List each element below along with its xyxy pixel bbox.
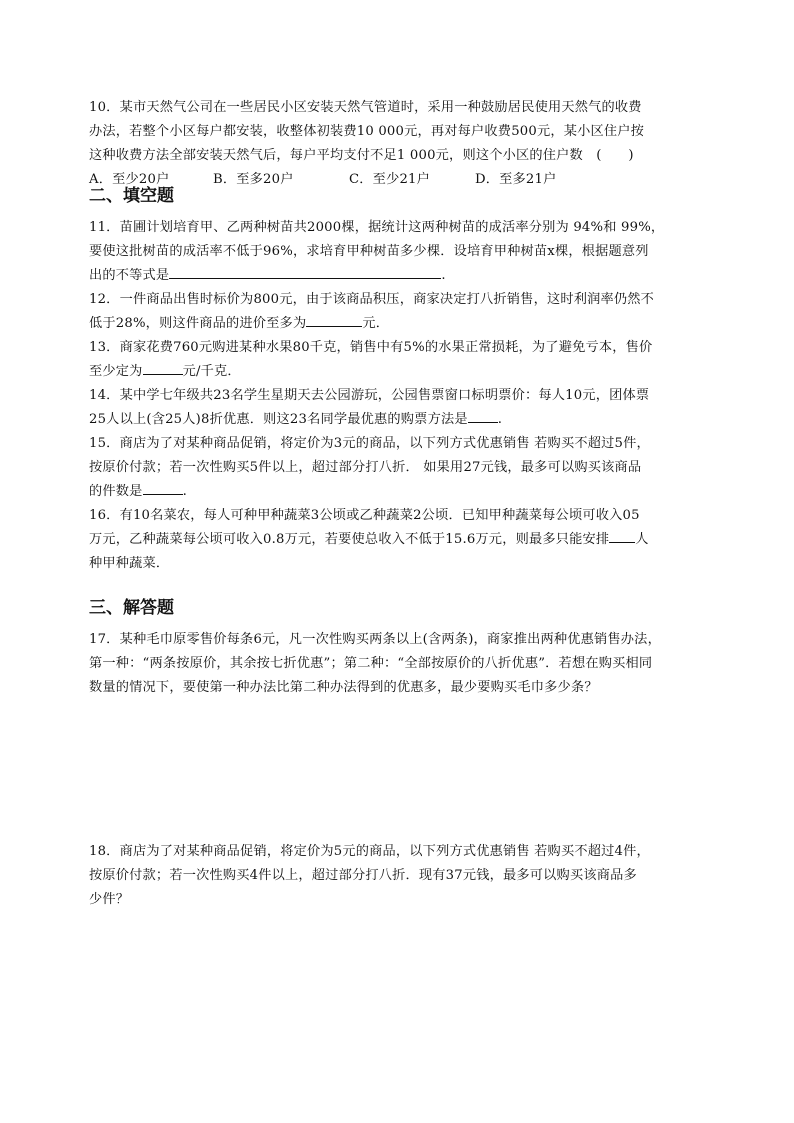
question-15-line: 15．商店为了对某种商品促销，将定价为3元的商品，以下列方式优惠销售 若购买不超过5件，: [89, 436, 650, 451]
question-11-line: 11．苗圃计划培育甲、乙两种树苗共2000棵，据统计这两种树苗的成活率分别为 94%和 99%，: [89, 220, 665, 235]
question-17-line: 数量的情况下，要使第一种办法比第二种办法得到的优惠多，最少要购买毛巾多少条？: [89, 680, 598, 695]
question-13-line: 13．商家花费760元购进某种水果80千克，销售中有5%的水果正常损耗，为了避免亏本，售价: [89, 340, 653, 355]
question-15: [89, 432, 729, 504]
question-14-text: 25人以上(含25人)8折优惠．则这23名同学最优惠的购票方法是: [89, 412, 468, 427]
question-18: [89, 840, 729, 912]
question-14-text: .: [497, 412, 503, 427]
question-14-line: 14．某中学七年级共23名学生星期天去公园游玩，公园售票窗口标明票价：每人10元，团体票: [89, 388, 650, 403]
question-16-text: 人: [635, 532, 649, 547]
question-15-text: 的件数是: [89, 484, 143, 499]
question-15-text: .: [182, 484, 187, 499]
question-18-line: 按原价付款；若一次性购买4件以上，超过部分打八折．现有37元钱，最多可以购买该商品多: [89, 868, 637, 883]
option-b: B．至多20户: [213, 172, 294, 187]
question-13-text: 元/千克．: [182, 364, 241, 379]
question-13-text: 至少定为: [89, 364, 143, 379]
question-16-line: 16．有10名菜农，每人可种甲种蔬菜3公顷或乙种蔬菜2公顷．已知甲种蔬菜每公顷可收入05: [89, 508, 640, 523]
question-12: [89, 288, 729, 336]
question-11: [89, 216, 729, 288]
option-c: C．至少21户: [349, 172, 431, 187]
question-15-last-line: [89, 480, 729, 504]
answer-blank[interactable]: [609, 528, 635, 543]
section-title-solve: 三、解答题: [89, 598, 174, 618]
section-title-fill-in: 二、填空题: [89, 186, 174, 206]
question-12-last-line: [89, 312, 729, 336]
question-17: [89, 628, 729, 700]
question-10-line: 这种收费方法全部安装天然气后，每户平均支付不足1 000元，则这个小区的住户数 ( ): [89, 148, 634, 163]
question-13-last-line: [89, 360, 729, 384]
question-18-line: 少件？: [89, 892, 130, 907]
question-10-options: [89, 168, 729, 192]
question-15-line: 按原价付款；若一次性购买5件以上，超过部分打八折． 如果用27元钱，最多可以购买该商品: [89, 460, 642, 475]
question-14-last-line: [89, 408, 729, 432]
answer-blank[interactable]: [143, 480, 183, 495]
question-16: [89, 504, 729, 576]
question-17-line: 17．某种毛巾原零售价每条6元，凡一次性购买两条以上(含两条)，商家推出两种优惠销售办法，: [89, 632, 661, 647]
question-12-text: 低于28%，则这件商品的进价至多为: [89, 316, 307, 331]
option-d: D．至多21户: [475, 172, 557, 187]
question-11-text: 出的不等式是: [89, 268, 170, 283]
question-12-text: 元．: [362, 316, 390, 331]
question-11-text: .: [441, 268, 446, 283]
question-13: [89, 336, 729, 384]
question-16-line: 种甲种蔬菜．: [89, 556, 170, 571]
question-12-line: 12．一件商品出售时标价为800元，由于该商品积压，商家决定打八折销售，这时利润率仍然不: [89, 292, 655, 307]
question-11-last-line: [89, 264, 729, 288]
question-10-line: 办法，若整个小区每户都安装，收整体初装费10 000元，再对每户收费500元，某小区住户按: [89, 124, 645, 139]
question-16-line: [89, 528, 729, 552]
answer-blank[interactable]: [306, 312, 362, 327]
answer-blank[interactable]: [143, 360, 183, 375]
option-a: A．至少20户: [89, 172, 170, 187]
question-11-line: 要使这批树苗的成活率不低于96%，求培育甲种树苗多少棵．设培育甲种树苗x棵，根据题意列: [89, 244, 649, 259]
question-10-line: 10．某市天然气公司在一些居民小区安装天然气管道时，采用一种鼓励居民使用天然气的收费: [89, 100, 642, 115]
question-16-text: 万元，乙种蔬菜每公顷可收入0.8万元，若要使总收入不低于15.6万元，则最多只能安排: [89, 532, 610, 547]
question-10: [89, 96, 729, 192]
answer-blank[interactable]: [468, 408, 498, 423]
question-17-line: 第一种：“两条按原价，其余按七折优惠”；第二种：“全部按原价的八折优惠”．若想在购买相同: [89, 656, 653, 671]
answer-blank[interactable]: [169, 264, 441, 279]
question-14: [89, 384, 729, 432]
question-18-line: 18．商店为了对某种商品促销，将定价为5元的商品，以下列方式优惠销售 若购买不超过4件，: [89, 844, 650, 859]
